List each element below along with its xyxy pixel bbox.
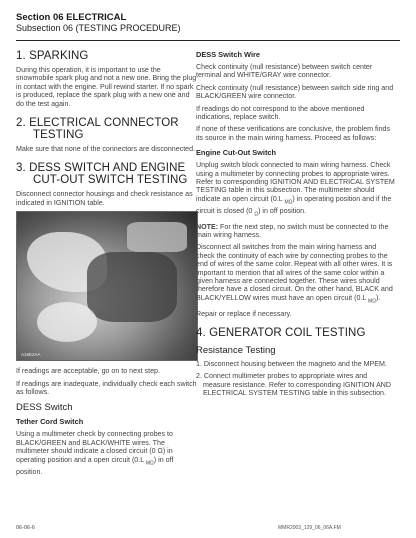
heading-engine-cutout: Engine Cut-Out Switch — [196, 148, 277, 158]
heading-dess-line1: 3. DESS SWITCH AND ENGINE — [16, 162, 186, 175]
paragraph-inadequate: If readings are inadequate, individually check each switch as follows. — [16, 379, 197, 397]
header-rule — [16, 40, 400, 41]
paragraph-tether: Using a multimeter check by connecting probes to BLACK/GREEN and BLACK/WHITE wires. The multimeter should indicate a closed circuit (0 Ω) in operating position and a open circuit (0.L $_{M\Omega}$) in off position. — [16, 430, 174, 476]
heading-connector-line1: 2. ELECTRICAL CONNECTOR — [16, 117, 179, 130]
file-code: MMR2003_129_06_06A.FM — [278, 525, 341, 531]
paragraph-disconnect: Disconnect all switches from the main wiring harness and check the continuity of each wire by connecting probes to the end of wires of the same color. Repeat with all other wires. It is important to mention that all wires of the same color within a given harness are connected together. These wires should therefore have a closed circuit. On the other hand, BLACK and BLACK/YELLOW wires must have an open circuit (0.L $_{M\Omega}$). — [196, 243, 393, 305]
engine-photo — [16, 211, 198, 361]
paragraph-wire-4: If none of these verifications are conclusive, the problem finds its source in the main wiring harness. Proceed as follows: — [196, 125, 391, 142]
step-1: 1. Disconnect housing between the magneto and the MPEM. — [196, 359, 387, 368]
heading-sparking: 1. SPARKING — [16, 50, 89, 62]
paragraph-wire-3: If readings do not correspond to the above mentioned indications, replace switch. — [196, 104, 365, 122]
subsection-title: Subsection 06 (TESTING PROCEDURE) — [16, 23, 181, 33]
heading-dess-line2: CUT-OUT SWITCH TESTING — [33, 174, 188, 187]
page-header — [16, 12, 181, 34]
heading-dess-wire: DESS Switch Wire — [196, 50, 261, 59]
paragraph-sparking: During this operation, it is important to use the snowmobile spark plug and not a new one. Bring the plug in contact with the engine. Pull rewind starter. If no spark is produced, replace the spark plug with a new one and do the test again. — [16, 66, 197, 108]
heading-tether-cord: Tether Cord Switch — [16, 417, 84, 427]
paragraph-wire-2: Check continuity (null resistance) between switch side ring and BLACK/GREEN wire connector. — [196, 83, 394, 101]
paragraph-dess: Disconnect connector housings and check resistance as indicated in IGNITION table. — [16, 190, 193, 207]
paragraph-connector: Make sure that none of the connectors are disconnected. — [16, 145, 196, 154]
paragraph-wire-1: Check continuity (null resistance) between switch center terminal and WHITE/GRAY wire connector. — [196, 63, 373, 80]
paragraph-repair: Repair or replace if necessary. — [196, 309, 292, 318]
heading-dess-switch: DESS Switch — [16, 402, 73, 414]
heading-resistance: Resistance Testing — [196, 344, 276, 356]
right-column — [196, 50, 396, 398]
heading-connector-line2: TESTING — [33, 129, 84, 142]
paragraph-cutout: Unplug switch block connected to main wiring harness. Check using a multimeter by connecting probes to appropriate wires. Refer to corresponding IGNITION AND ELECTRICAL SYSTEM TESTING table in this subsection. The multimeter should indicate an open circuit (0.L $_{M\Omega}$) in operating position and if the circuit is closed (0 $_\Omega$) in off position. — [196, 161, 395, 218]
section-title: Section 06 ELECTRICAL — [16, 12, 127, 23]
paragraph-note: NOTE: For the next step, no switch must be connected to the main wiring harness. — [196, 222, 389, 239]
heading-generator: 4. GENERATOR COIL TESTING — [196, 326, 366, 339]
step-2: 2. Connect multimeter probes to appropriate wires and measure resistance. Refer to corresponding IGNITION AND ELECTRICAL SYSTEM TESTING table in this subsection. — [196, 372, 392, 398]
page-number: 06-06-6 — [16, 525, 35, 531]
photo-caption: A16E2AA — [21, 352, 41, 358]
left-column — [16, 50, 198, 476]
paragraph-acceptable: If readings are acceptable, go on to next step. — [16, 367, 160, 376]
